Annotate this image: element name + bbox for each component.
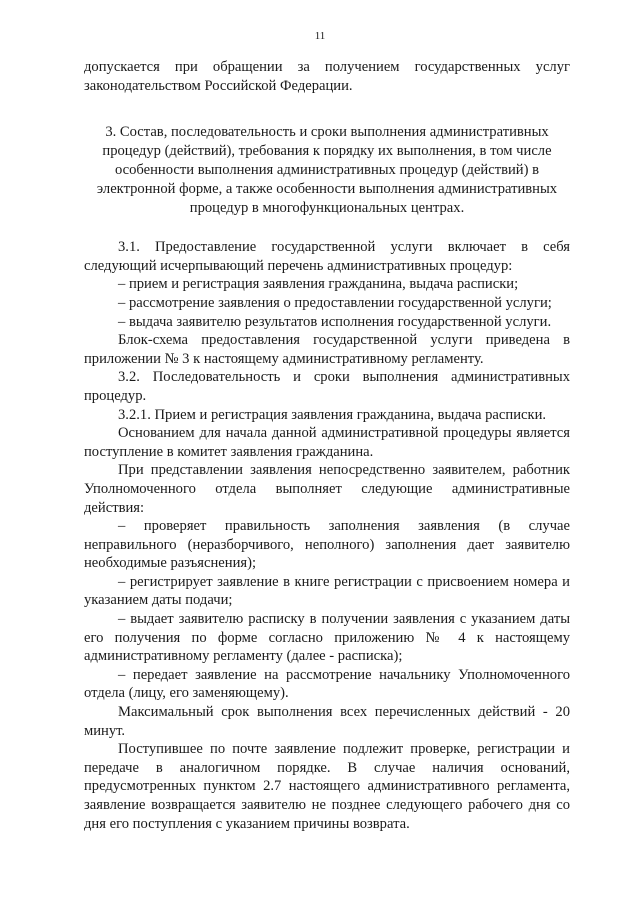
list-item-reception: – прием и регистрация заявления гражданина, выдача расписки; (118, 276, 519, 293)
paragraph-flowchart: Блок-схема предоставления государственной услуги приведена в приложении № 3 к настоящему административному регламенту. (84, 332, 570, 367)
list-item-transfer: – передает заявление на рассмотрение начальнику Уполномоченного отдела (лицу, его заменяющему). (84, 666, 570, 702)
list-item-check: – проверяет правильность заполнения заявления (в случае неправильного (неразборчивого, неполного) заполнения дает заявителю необходимые разъяснения); (84, 518, 570, 572)
list-item-issue: – выдача заявителю результатов исполнения государственной услуги. (118, 313, 552, 330)
paragraph-basis: Основанием для начала данной административной процедуры является поступление в комитет заявления гражданина. (84, 425, 570, 460)
paragraph-3-2: 3.2. Последовательность и сроки выполнения административных процедур. (84, 369, 570, 404)
list-item-receipt: – выдает заявителю расписку в получении заявления с указанием даты его получения по форме согласно приложению № 4 к настоящему административному регламенту (далее - расписка); (84, 611, 570, 665)
paragraph-max-time: Максимальный срок выполнения всех перечисленных действий - 20 минут. (84, 704, 570, 739)
list-item-review: – рассмотрение заявления о предоставлении государственной услуги; (118, 294, 552, 311)
page-number: 11 (314, 30, 326, 42)
paragraph-3-1: 3.1. Предоставление государственной услуги включает в себя следующий исчерпывающий перечень административных процедур: (84, 239, 570, 274)
paragraph-submission: При представлении заявления непосредственно заявителем, работник Уполномоченного отдела выполняет следующие административные действия: (84, 462, 570, 516)
paragraph-continuation: допускается при обращении за получением государственных услуг законодательством Российской Федерации. (84, 59, 570, 94)
section-heading: 3. Состав, последовательность и сроки выполнения административных процедур (действий), требования к порядку их выполнения, в том числе особенности выполнения административных процедур (действий) в электронной форме, а также особенности выполнения административных процедур в многофункциональных центрах. (96, 124, 558, 217)
paragraph-mail: Поступившее по почте заявление подлежит проверке, регистрации и передаче в аналогичном порядке. В случае наличия оснований, предусмотренных пунктом 2.7 настоящего административного регламента, заявление возвращается заявителю не позднее следующего рабочего дня со дня его поступления с указанием причины возврата. (84, 741, 570, 832)
document-body (84, 58, 570, 833)
paragraph-3-2-1: 3.2.1. Прием и регистрация заявления гражданина, выдача расписки. (118, 406, 547, 423)
list-item-register: – регистрирует заявление в книге регистрации с присвоением номера и указанием даты подачи; (84, 573, 570, 609)
